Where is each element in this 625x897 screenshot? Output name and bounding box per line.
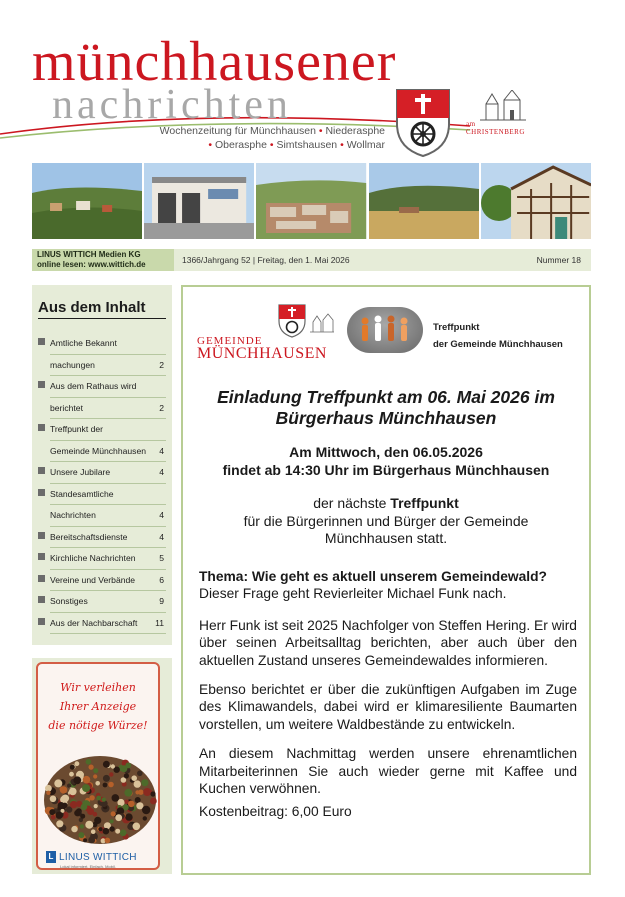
peppercorn [112, 794, 120, 802]
toc-line [50, 505, 166, 527]
gemeinde-logo-small: GEMEINDE [197, 335, 263, 347]
peppercorn [103, 828, 110, 835]
article-logos [197, 301, 577, 361]
treffpunkt-badge [347, 307, 423, 353]
toc-line [50, 462, 166, 484]
peppercorn [58, 802, 65, 809]
castle-label-am: am [466, 120, 476, 128]
toc-line [50, 355, 166, 377]
toc-page-number: 6 [159, 574, 164, 585]
village-panorama-photo [32, 163, 142, 239]
peppercorn [83, 838, 87, 842]
event-intro-line: Münchhausen statt. [324, 530, 448, 546]
peppercorn [150, 791, 155, 796]
peppercorn [54, 779, 62, 787]
masthead [0, 0, 625, 160]
ad-slogan-line: die nötige Würze! [48, 719, 148, 732]
peppercorn [103, 761, 110, 768]
issue-number: Nummer 18 [536, 255, 581, 265]
toc-label: Amtliche Bekannt [50, 338, 117, 348]
toc-item[interactable] [38, 333, 166, 376]
toc-label: Standesamtliche [50, 488, 114, 499]
square-bullet-icon [38, 489, 45, 496]
peppercorn [71, 826, 77, 832]
toc-label: Kirchliche Nachrichten [50, 553, 136, 563]
peppercorn [78, 832, 84, 838]
treffpunkt-label [433, 319, 563, 353]
toc-page-number: 5 [159, 553, 164, 563]
peppercorn [125, 763, 131, 769]
topic-subline: Dieser Frage geht Revierleiter Michael Funk nach. [199, 586, 507, 602]
toc-line [50, 376, 166, 398]
toc-line [50, 419, 166, 441]
castle-label [466, 120, 526, 136]
photo-strip [32, 163, 591, 239]
toc-page-number: 2 [159, 402, 164, 413]
event-intro-line: für die Bürgerinnen und Bürger der Gemeinde [243, 512, 529, 529]
peppercorn [69, 788, 77, 796]
tagline-place: Wollmar [346, 139, 385, 151]
square-bullet-icon [38, 338, 45, 345]
peppercorn [56, 820, 63, 827]
tagline-dot: • [208, 139, 213, 151]
peppercorn [141, 779, 148, 786]
toc-page-number [164, 376, 166, 397]
article-title [193, 387, 579, 429]
peppercorn [69, 772, 74, 777]
toc-line [50, 548, 166, 570]
peppercorn [133, 823, 141, 831]
intro-text: der nächste [313, 495, 391, 511]
peppercorn [74, 810, 81, 817]
peppercorn [83, 776, 91, 784]
article-title-line: Einladung Treffpunkt am 06. Mai 2026 im [217, 387, 555, 407]
article-paragraph: Ebenso berichtet er über die zukünftigen Aufgaben im Zuge des Klimawandels, dabei wird er klimaresiliente Baumarten vorstellen, um weitere Waldbestände zu entwickeln. [199, 682, 577, 732]
peppercorn [142, 806, 150, 814]
peppercorn [115, 814, 122, 821]
peppercorn [124, 789, 132, 797]
peppercorn [85, 821, 93, 829]
fire-station-photo [144, 163, 254, 239]
toc-page-number [164, 419, 166, 440]
toc-label: Vereine und Verbände [50, 574, 136, 585]
spacer [199, 603, 577, 617]
toc-page-number: 4 [159, 510, 164, 520]
tagline-dot: • [269, 139, 274, 151]
article-paragraph: An diesem Nachmittag werden unsere ehrenamtlichen Mitarbeiterinnen Sie auch wieder gerne mit Kaffee und Kuchen verwöhnen. [199, 746, 577, 797]
peppercorn [93, 812, 98, 817]
gemeinde-castle-icon [309, 313, 335, 333]
toc-label: Treffpunkt der [50, 424, 104, 434]
peppercorn [49, 809, 55, 815]
toc-label: berichtet [50, 402, 83, 413]
ad-brand-name: LINUS WITTICH [59, 851, 137, 863]
topic-heading [199, 568, 577, 603]
peppercorn [93, 774, 97, 778]
toc-page-number [164, 333, 166, 354]
peppercorn [93, 768, 98, 773]
peppercorn [128, 801, 135, 808]
peppercorn [81, 804, 88, 811]
newspaper-title: münchhausener [32, 31, 397, 93]
toc-item[interactable] [38, 591, 166, 613]
publisher-info [32, 249, 174, 271]
peppercorn [60, 786, 67, 793]
peppercorn [105, 838, 111, 844]
gemeinde-logo-big: MÜNCHHAUSEN [197, 345, 327, 362]
advertisement[interactable] [32, 658, 172, 874]
peppercorn [50, 796, 57, 803]
peppercorn [51, 815, 56, 820]
square-bullet-icon [38, 553, 45, 560]
toc-list [38, 333, 166, 634]
peppercorn [91, 829, 96, 834]
toc-line [50, 333, 166, 355]
peppercorn [134, 780, 141, 787]
event-date-line: findet ab 14:30 Uhr im Bürgerhaus Münchhausen [222, 462, 550, 478]
issue-info-bar [32, 249, 591, 271]
tagline [150, 124, 385, 152]
toc-label: Aus der Nachbarschaft [50, 617, 138, 628]
peppercorn [102, 797, 106, 801]
newspaper-subtitle: nachrichten [52, 82, 292, 128]
peppercorn [111, 764, 115, 768]
peppercorn [86, 759, 92, 765]
toc-item[interactable] [38, 548, 166, 570]
intro-emphasis: Treffpunkt [390, 495, 459, 511]
toc-label: Sonstiges [50, 596, 88, 606]
peppercorn [124, 773, 129, 778]
toc-page-number: 4 [159, 467, 164, 477]
peppercorn [108, 782, 114, 788]
castle-label-name: CHRISTENBERG [466, 128, 525, 136]
toc-line [50, 613, 166, 635]
square-bullet-icon [38, 532, 45, 539]
square-bullet-icon [38, 424, 45, 431]
square-bullet-icon [38, 575, 45, 582]
square-bullet-icon [38, 618, 45, 625]
issue-date: 1366/Jahrgang 52 | Freitag, den 1. Mai 2026 [182, 255, 350, 265]
peppercorn [110, 819, 114, 823]
peppercorn [143, 816, 147, 820]
square-bullet-icon [38, 467, 45, 474]
ad-slogan-line: Ihrer Anzeige [59, 700, 137, 713]
peppercorn [135, 797, 141, 803]
toc-page-number: 2 [159, 359, 164, 370]
toc-label: Unsere Jubilare [50, 467, 111, 477]
linus-wittich-logo-icon: L [46, 851, 56, 863]
toc-item[interactable] [38, 613, 166, 635]
peppercorn [103, 775, 110, 782]
peppercorn [111, 811, 116, 816]
peppercorn [98, 827, 102, 831]
square-bullet-icon [38, 381, 45, 388]
treffpunkt-label-line: der Gemeinde Münchhausen [433, 339, 563, 350]
toc-item[interactable] [38, 527, 166, 549]
coat-of-arms-icon [393, 86, 453, 158]
peppercorn [131, 775, 137, 781]
event-date-line: Am Mittwoch, den 06.05.2026 [289, 444, 483, 460]
ad-card [36, 662, 160, 870]
castle-icon [478, 90, 528, 122]
peppercorn [67, 784, 71, 788]
peppercorn [109, 772, 113, 776]
toc-item[interactable] [38, 419, 166, 462]
peppercorn [109, 826, 114, 831]
toc-heading: Aus dem Inhalt [38, 299, 166, 319]
event-intro-line [193, 495, 579, 513]
fields-landscape-photo [369, 163, 479, 239]
toc-label: Aus dem Rathaus wird [50, 381, 137, 391]
toc-label: Bereitschaftsdienste [50, 531, 128, 542]
peppercorn [94, 804, 98, 808]
peppercorn [70, 801, 77, 808]
ad-brand-slogan: Lokal informiert. Einfach. Mobil. [60, 864, 116, 869]
tagline-place: Simtshausen [276, 139, 338, 151]
toc-page-number: 4 [159, 531, 164, 542]
treffpunkt-label-line: Treffpunkt [433, 322, 480, 333]
peppercorn [80, 814, 85, 819]
article-title-line: Bürgerhaus Münchhausen [275, 408, 497, 428]
peppercorn [46, 791, 50, 795]
peppercorns-image [40, 738, 160, 848]
peppercorn [89, 765, 94, 770]
peppercorn [70, 765, 75, 770]
square-bullet-icon [38, 596, 45, 603]
treffpunkt-article [181, 285, 591, 875]
toc-item[interactable] [38, 484, 166, 527]
toc-label: Nachrichten [50, 510, 96, 520]
ad-slogan [42, 678, 154, 735]
people-icon [347, 307, 423, 353]
toc-item[interactable] [38, 376, 166, 419]
toc-line [50, 591, 166, 613]
article-body [199, 568, 577, 833]
toc-page-number: 4 [159, 445, 164, 456]
toc-label: machungen [50, 359, 95, 370]
peppercorn [80, 824, 84, 828]
peppercorn [137, 771, 143, 777]
toc-line [50, 484, 166, 506]
village-aerial-photo [256, 163, 366, 239]
toc-line [50, 570, 166, 592]
event-intro [193, 495, 579, 548]
ad-slogan-line: Wir verleihen [60, 681, 136, 694]
cost-line: Kostenbeitrag: 6,00 Euro [199, 804, 352, 820]
peppercorn [73, 776, 81, 784]
peppercorn [120, 830, 127, 837]
peppercorn [56, 812, 63, 819]
peppercorn [103, 783, 108, 788]
peppercorn [138, 790, 143, 795]
toc-page-number: 11 [155, 617, 164, 628]
half-timbered-house-photo [481, 163, 591, 239]
peppercorn [89, 795, 94, 800]
peppercorn [150, 798, 157, 805]
topic-title: Thema: Wie geht es aktuell unserem Gemeindewald? [199, 569, 547, 584]
tagline-place: Niederasphe [325, 125, 385, 137]
tagline-dot: • [318, 125, 323, 137]
tagline-place: Oberasphe [214, 139, 267, 151]
publisher-link[interactable]: online lesen: www.wittich.de [37, 260, 146, 269]
toc-item[interactable] [38, 462, 166, 484]
toc-page-number: 9 [159, 596, 164, 606]
gemeinde-crest-icon [277, 303, 307, 339]
toc-line [50, 527, 166, 549]
toc-line [50, 441, 166, 463]
peppercorn [62, 795, 70, 803]
article-paragraph: Herr Funk ist seit 2025 Nachfolger von Steffen Hering. Er wird über seinen Arbeitsalltag berichten, aber auch über den aktuellen Zustand unseres Gemeindewaldes informieren. [199, 617, 577, 668]
toc-page-number [164, 484, 166, 505]
peppercorn [115, 829, 120, 834]
toc-label: Gemeinde Münchhausen [50, 445, 147, 456]
toc-line [50, 398, 166, 420]
event-date [193, 443, 579, 479]
publisher-name: LINUS WITTICH Medien KG [37, 250, 141, 259]
peppercorn [75, 761, 80, 766]
peppercorn [125, 813, 132, 820]
peppercorn [95, 781, 100, 786]
peppercorn [88, 837, 95, 844]
peppercorn [82, 784, 90, 792]
tagline-text: Wochenzeitung für Münchhausen [159, 125, 316, 137]
table-of-contents [32, 285, 172, 645]
toc-item[interactable] [38, 570, 166, 592]
tagline-dot: • [340, 139, 344, 151]
peppercorn [96, 796, 101, 801]
